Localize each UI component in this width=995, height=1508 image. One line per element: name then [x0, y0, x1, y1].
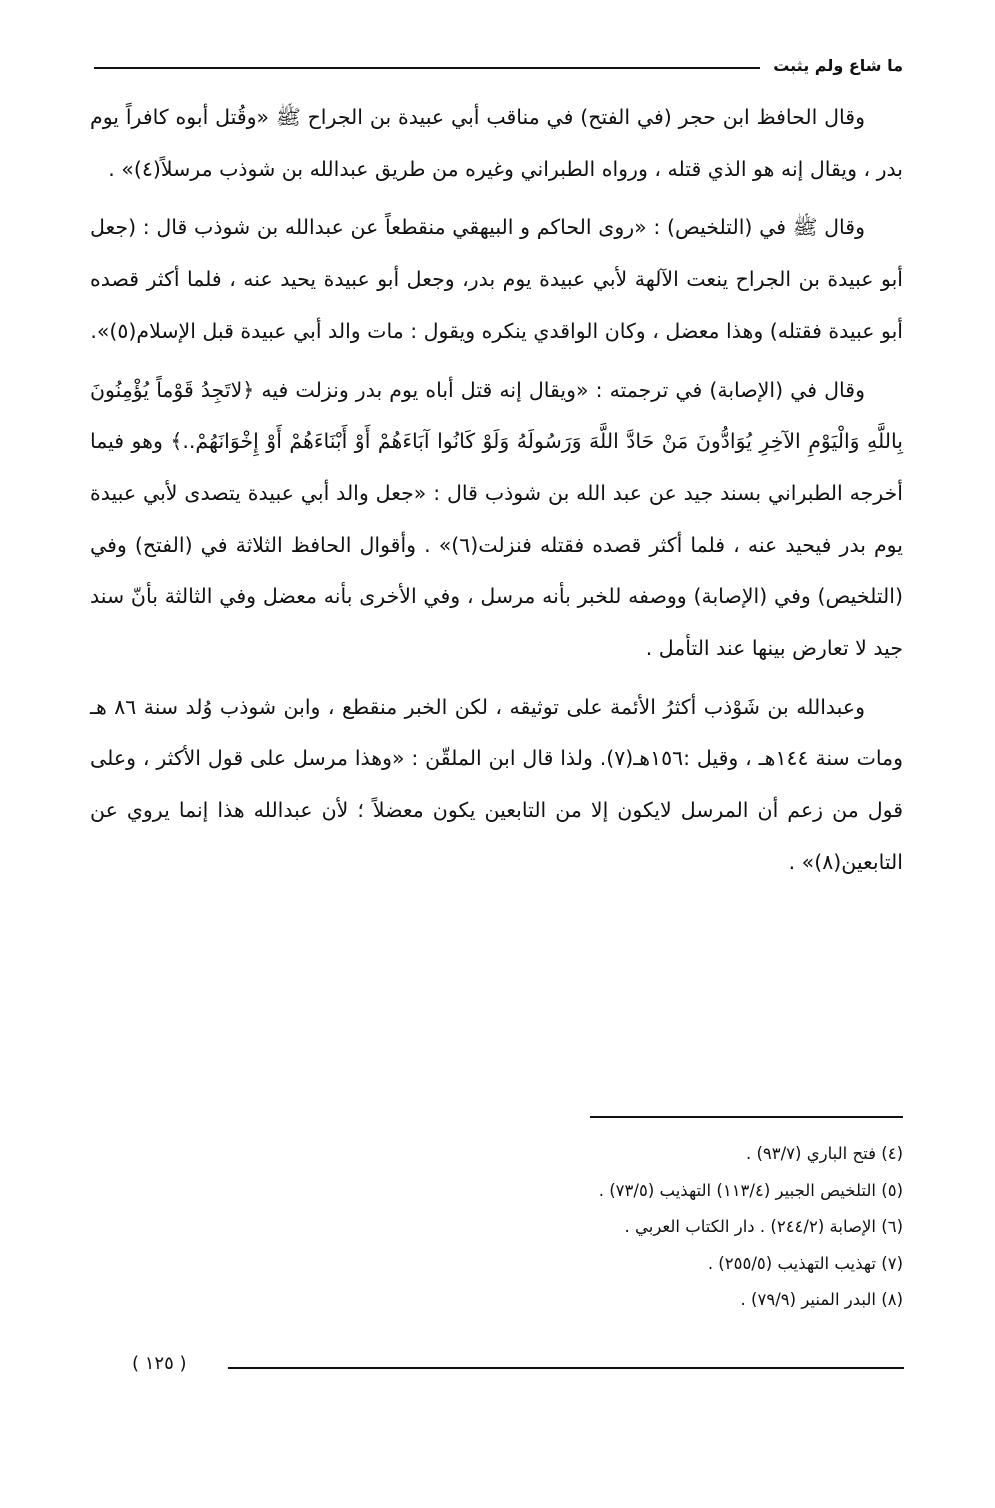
footnote-8: (٨) البدر المنير (٧٩/٩) . — [740, 1290, 903, 1310]
footnote-separator — [590, 1116, 903, 1118]
footnote-6: (٦) الإصابة (٢٤٤/٢) . دار الكتاب العربي . — [624, 1217, 903, 1237]
paragraph-talkhis: وقال ﷺ في (التلخيص) : «روى الحاكم و البيهقي منقطعاً عن عبدالله بن شوذب قال : (جعل أبو عبيدة بن الجراح ينعت الآلهة لأبي عبيدة يوم بدر، وجعل أبو عبيدة يحيد عنه ، فلما أكثر قصده أبو عبيدة فقتله) وهذا معضل ، وكان الواقدي ينكره ويقول : مات والد أبي عبيدة قبل الإسلام(٥)». — [90, 215, 903, 343]
footnote-4: (٤) فتح الباري (٩٣/٧) . — [745, 1144, 903, 1163]
footnotes — [90, 1136, 903, 1319]
footer-rule — [228, 1367, 904, 1369]
header-rule — [94, 67, 760, 69]
running-header-title: ما شاع ولم يثبت — [773, 56, 903, 75]
footnote-7: (٧) تهذيب التهذيب (٢٥٥/٥) . — [707, 1253, 903, 1273]
paragraph-isaba: وقال في (الإصابة) في ترجمته : «ويقال إنه قتل أباه يوم بدر ونزلت فيه ﴿لاتَجِدُ قَوْماً يُؤْمِنُونَ بِاللَّهِ وَالْيَوْمِ الآخِرِ يُوَادُّونَ مَنْ حَادَّ اللَّهَ وَرَسُولَهُ وَلَوْ كَانُوا آبَاءَهُمْ أَوْ أَبْنَاءَهُمْ أَوْ إِخْوَانَهُمْ..﴾ وهو فيما أخرجه الطبراني بسند جيد عن عبد الله بن شوذب قال : «جعل والد أبي عبيدة يتصدى لأبي عبيدة يوم بدر فيحيد عنه ، فلما أكثر قصده فقتله فنزلت(٦)» . وأقوال الحافظ الثلاثة في (الفتح) وفي (التلخيص) وفي (الإصابة) ووصفه للخبر بأنه مرسل ، وفي الأخرى بأنه معضل وفي الثالثة بأنّ سند جيد لا تعارض بينها عند التأمل . — [90, 377, 903, 661]
main-text — [90, 92, 903, 889]
footnote-5: (٥) التلخيص الجبير (١١٣/٤) التهذيب (٧٣/٥) . — [598, 1180, 903, 1200]
paragraph-fath: وقال الحافظ ابن حجر (في الفتح) في مناقب أبي عبيدة بن الجراح ﷺ «وقُتل أبوه كافراً يوم بدر ، ويقال إنه هو الذي قتله ، ورواه الطبراني وغيره من طريق عبدالله بن شوذب مرسلاً(٤)» . — [90, 105, 903, 181]
page-number: ( ١٢٥ ) — [132, 1353, 187, 1374]
paragraph-ibn-shawdhab: وعبدالله بن شَوْذب أكثرُ الأئمة على توثيقه ، لكن الخبر منقطع ، وابن شوذب وُلد سنة ٨٦ هـ ومات سنة ١٤٤هـ ، وقيل :١٥٦هـ(٧). ولذا قال ابن الملقّن : «وهذا مرسل على قول الأكثر ، وعلى قول من زعم أن المرسل لايكون إلا من التابعين يكون معضلاً ؛ لأن عبدالله هذا إنما يروي عن التابعين(٨)» . — [90, 694, 904, 874]
